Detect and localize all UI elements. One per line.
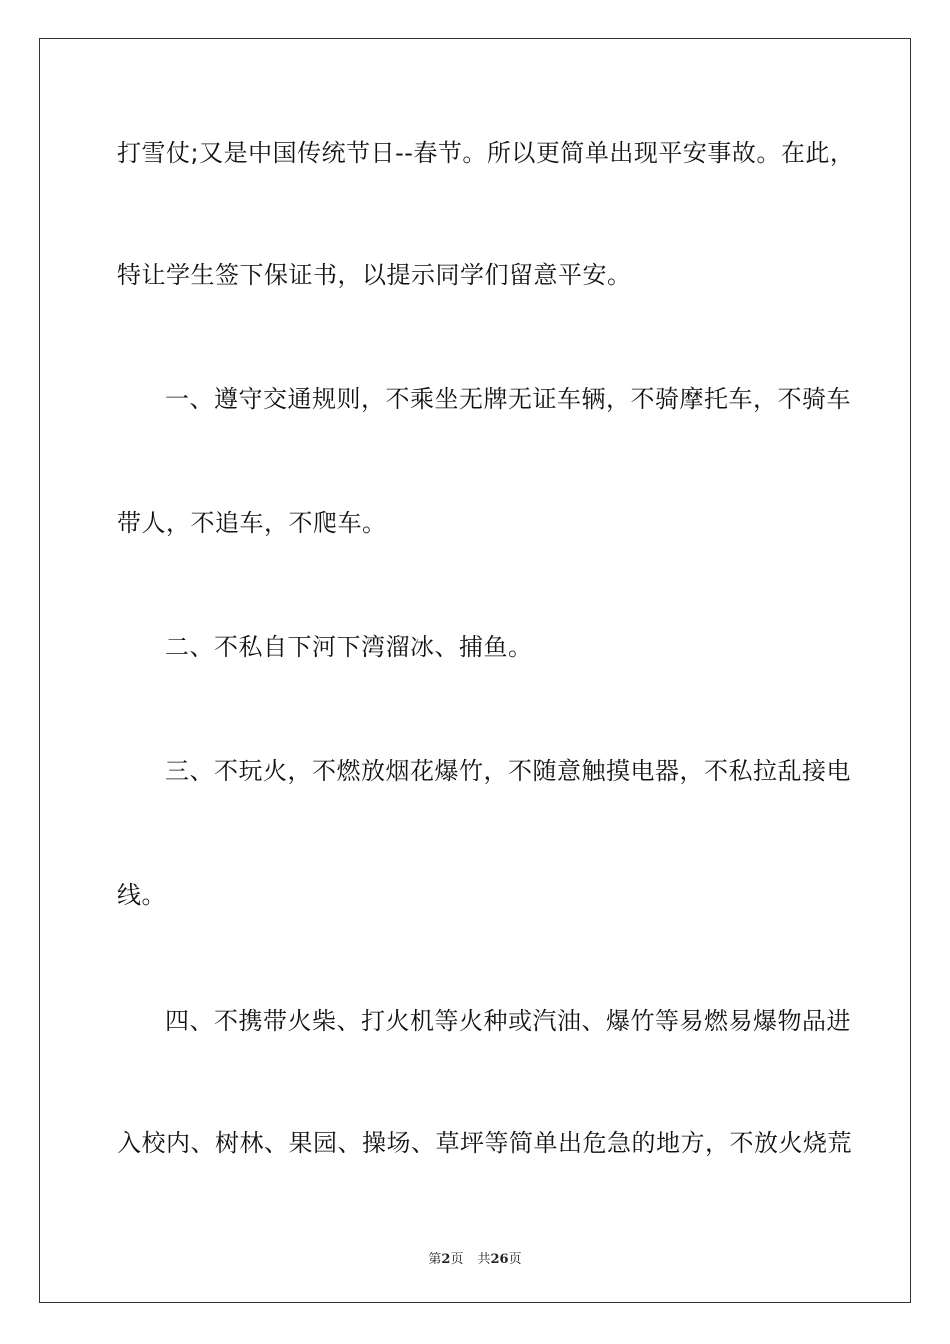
page-prefix: 第 [428, 1252, 442, 1267]
text-line: 入校内、树林、果园、操场、草坪等简单出危急的地方，不放火烧荒 [117, 1129, 852, 1157]
text-line: 特让学生签下保证书，以提示同学们留意平安。 [117, 261, 632, 289]
page-border [39, 38, 911, 1303]
text-line: 带人，不追车，不爬车。 [117, 509, 387, 537]
paragraph-start-line: 二、不私自下河下湾溜冰、捕鱼。 [165, 633, 533, 661]
paragraph-start-line: 四、不携带火柴、打火机等火种或汽油、爆竹等易燃易爆物品进 [165, 1007, 851, 1035]
page-number: 2 [441, 1252, 451, 1267]
total-pages: 26 [490, 1252, 509, 1267]
total-prefix: 共 [477, 1252, 491, 1267]
page-unit: 页 [450, 1252, 464, 1267]
text-line: 线。 [117, 881, 166, 909]
paragraph-start-line: 三、不玩火，不燃放烟花爆竹，不随意触摸电器，不私拉乱接电 [165, 757, 851, 785]
paragraph-start-line: 一、遵守交通规则，不乘坐无牌无证车辆，不骑摩托车，不骑车 [165, 385, 851, 413]
total-unit: 页 [508, 1252, 522, 1267]
page-footer [0, 1248, 950, 1267]
text-line: 打雪仗;又是中国传统节日--春节。所以更简单出现平安事故。在此， [117, 139, 855, 167]
